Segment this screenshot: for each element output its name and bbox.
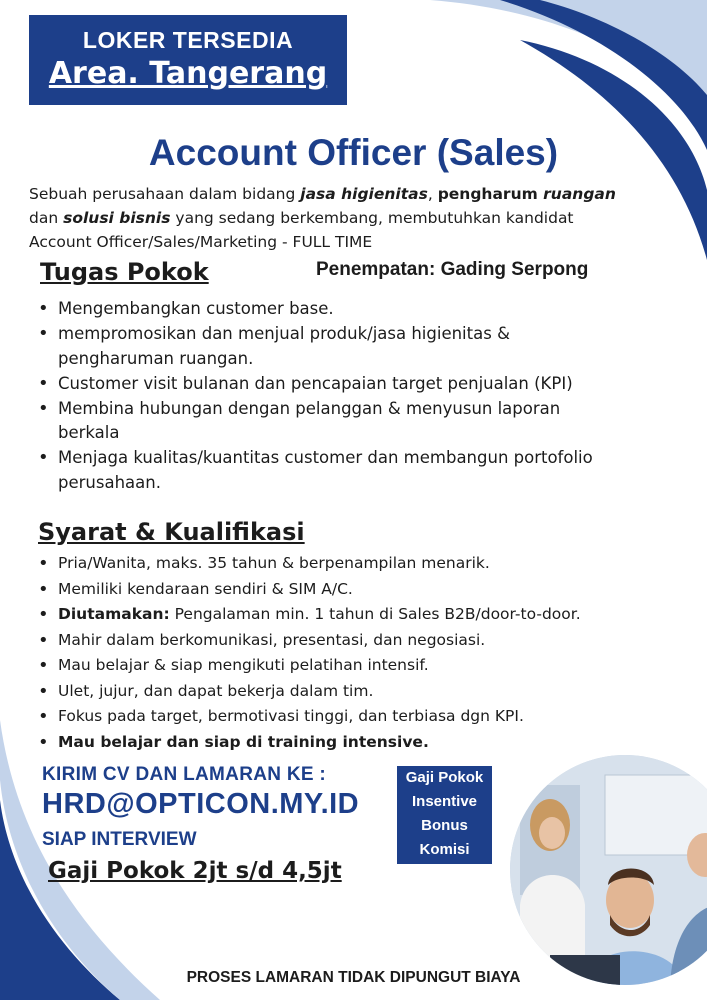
header-line1: LOKER TERSEDIA (82, 27, 294, 53)
list-item: • Mengembangkan customer base. (34, 297, 614, 322)
list-item: • Customer visit bulanan dan pencapaian target penjualan (KPI) (34, 372, 614, 397)
list-item: • Ulet, jujur, dan dapat bekerja dalam tim. (34, 679, 684, 705)
tasks-list (34, 297, 614, 496)
salary-range: Gaji Pokok 2jt s/d 4,5jt (48, 858, 342, 884)
benefits-box (397, 766, 492, 864)
benefit-item: Gaji Pokok (405, 769, 484, 786)
intro-emphasis: pengharum (437, 185, 544, 203)
intro-text: Account Officer/Sales/Marketing - FULL TIME (29, 233, 373, 251)
benefit-item: Insentive (411, 793, 478, 810)
job-title: Account Officer (Sales) (148, 132, 559, 173)
placement-label: Penempatan: Gading Serpong (316, 259, 589, 280)
list-item: • Pria/Wanita, maks. 35 tahun & berpenampilan menarik. (34, 551, 684, 577)
requirements-list (34, 551, 684, 755)
list-item: • Mahir dalam berkomunikasi, presentasi, dan negosiasi. (34, 628, 684, 654)
footer-notice: PROSES LAMARAN TIDAK DIPUNGUT BIAYA (186, 969, 521, 986)
list-item: • Mau belajar dan siap di training intensive. (34, 730, 684, 756)
intro-emphasis: solusi bisnis (63, 209, 171, 227)
intro-text: dan (29, 209, 64, 227)
list-item: • Diutamakan: Pengalaman min. 1 tahun di Sales B2B/door-to-door. (34, 602, 684, 628)
intro-text: , (427, 185, 438, 203)
intro-emphasis: ruangan (543, 185, 616, 203)
requirements-heading: Syarat & Kualifikasi (38, 518, 305, 546)
intro-paragraph (29, 182, 669, 254)
intro-emphasis: jasa higienitas (300, 185, 428, 203)
interview-label: SIAP INTERVIEW (42, 829, 197, 850)
list-item: • Fokus pada target, bermotivasi tinggi, dan terbiasa dgn KPI. (34, 704, 684, 730)
send-cv-label: KIRIM CV DAN LAMARAN KE : (42, 764, 327, 785)
benefit-item: Bonus (421, 817, 468, 834)
email-address[interactable]: HRD@OPTICON.MY.ID (42, 788, 360, 820)
list-item: • Membina hubungan dengan pelanggan & menyusun laporan berkala (34, 397, 614, 446)
list-item: • Mau belajar & siap mengikuti pelatihan intensif. (34, 653, 684, 679)
intro-text: yang sedang berkembang, membutuhkan kandidat (170, 209, 574, 227)
benefit-item: Komisi (419, 841, 470, 858)
header-banner (29, 15, 347, 105)
tasks-heading: Tugas Pokok (40, 258, 209, 286)
list-item: • Menjaga kualitas/kuantitas customer dan membangun portofolio perusahaan. (34, 446, 614, 495)
list-item: • Memiliki kendaraan sendiri & SIM A/C. (34, 577, 684, 603)
list-item: • mempromosikan dan menjual produk/jasa higienitas & pengharuman ruangan. (34, 322, 614, 371)
header-line2: Area. Tangerang (48, 56, 328, 91)
intro-text: Sebuah perusahaan dalam bidang (29, 185, 301, 203)
